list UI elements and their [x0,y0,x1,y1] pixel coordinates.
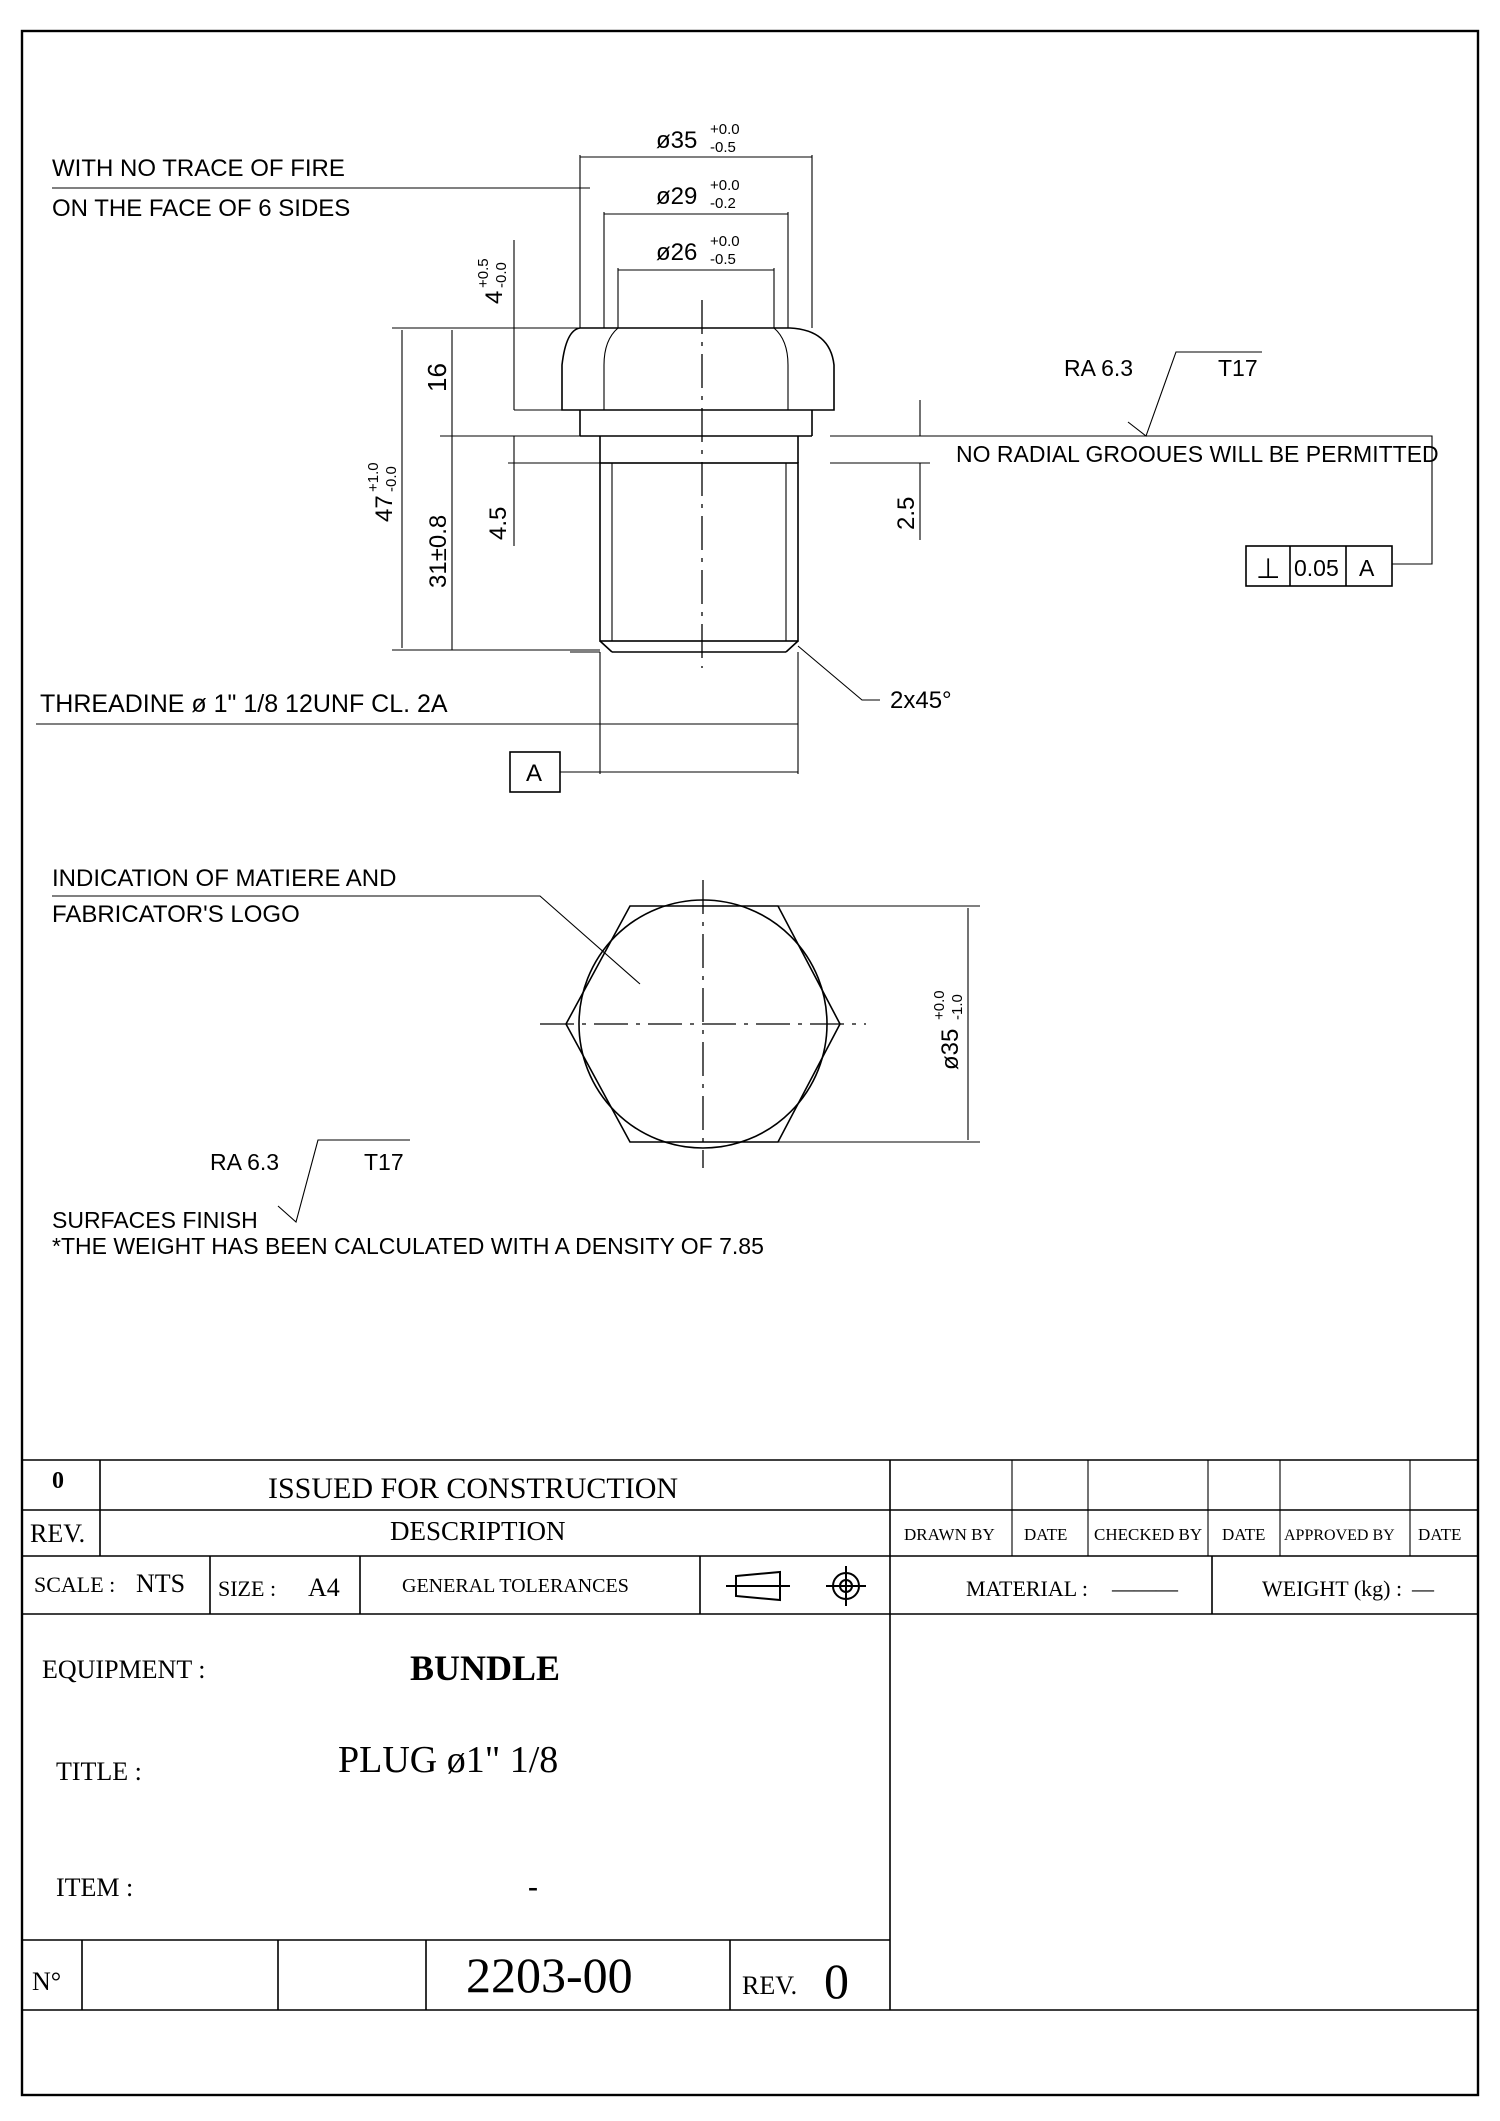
front-view [36,155,930,774]
date-header-2: DATE [1222,1525,1266,1544]
svg-text:+0.0: +0.0 [710,177,740,194]
size-label: SIZE : [218,1576,277,1601]
hex-head-outline [562,328,834,410]
roughness-top-code: T17 [1218,355,1258,381]
title-label: TITLE : [56,1757,142,1786]
size-value: A4 [308,1573,340,1602]
dim-h47 [365,462,400,522]
note-surfaces: SURFACES FINISH [52,1207,258,1233]
weight-label: WEIGHT (kg) : [1262,1576,1403,1601]
svg-text:+1.0: +1.0 [365,462,382,492]
equipment-label: EQUIPMENT : [42,1655,206,1684]
svg-text:-1.0: -1.0 [949,994,966,1020]
note-radial: NO RADIAL GROOUES WILL BE PERMITTED [956,441,1439,467]
svg-text:-0.5: -0.5 [710,251,736,268]
roughness-bottom-ra: RA 6.3 [210,1149,280,1175]
dim-d29 [656,177,740,212]
gdt-datum: A [1359,555,1375,581]
svg-text:ø29: ø29 [656,183,698,210]
dim-h31: 31±0.8 [425,514,452,588]
target-projection-icon [826,1566,866,1606]
note-logo-line1: INDICATION OF MATIERE AND [52,865,397,892]
desc-header: DESCRIPTION [390,1516,566,1546]
svg-text:-0.0: -0.0 [493,262,510,288]
material-value: ——— [1112,1576,1178,1601]
svg-text:ø35: ø35 [656,127,698,154]
hex-face-arc-right [774,328,788,410]
dim-h45: 4.5 [485,506,512,540]
weight-value: — [1412,1576,1434,1601]
rev-footer-value: 0 [824,1953,849,2009]
gdt-frame [1246,546,1392,586]
fire-note [52,155,590,222]
note-fire-line2: ON THE FACE OF 6 SIDES [52,195,351,222]
note-thread: THREADINE ø 1" 1/8 12UNF CL. 2A [40,690,448,718]
note-weight: *THE WEIGHT HAS BEEN CALCULATED WITH A DENSITY OF 7.85 [52,1233,764,1259]
svg-text:+0.5: +0.5 [475,258,492,288]
svg-text:-0.0: -0.0 [383,466,400,492]
rev-header: REV. [30,1519,86,1548]
dim-d35 [656,121,740,156]
svg-text:47: 47 [371,495,398,522]
surface-note [52,1140,764,1259]
note-fire-line1: WITH NO TRACE OF FIRE [52,155,345,182]
svg-text:-0.5: -0.5 [710,139,736,156]
gdt-tolerance: 0.05 [1294,555,1339,581]
svg-text:-0.2: -0.2 [710,195,736,212]
number-label: N° [32,1967,62,1996]
rev-footer-label: REV. [742,1971,798,2000]
thread-body [600,463,798,641]
svg-text:+0.0: +0.0 [710,233,740,250]
chamfer-label: 2x45° [890,687,952,714]
dim-h4 [475,258,510,304]
date-header-3: DATE [1418,1525,1462,1544]
scale-label: SCALE : [34,1572,116,1597]
svg-text:+0.0: +0.0 [931,990,948,1020]
svg-text:+0.0: +0.0 [710,121,740,138]
equipment-value: BUNDLE [410,1648,561,1688]
title-block [22,1460,1478,2010]
scale-value: NTS [136,1569,186,1598]
first-angle-projection-icon [726,1572,790,1600]
material-label: MATERIAL : [966,1576,1089,1601]
svg-text:ø26: ø26 [656,239,698,266]
roughness-top-ra: RA 6.3 [1064,355,1134,381]
dim-h16: 16 [422,363,452,392]
dim-d26 [656,233,740,268]
approved-by-header: APPROVED BY [1284,1527,1395,1544]
checked-by-header: CHECKED BY [1094,1525,1203,1544]
date-header-1: DATE [1024,1525,1068,1544]
rev-value: 0 [52,1468,64,1494]
item-label: ITEM : [56,1873,134,1902]
dim-h25: 2.5 [893,496,920,530]
svg-text:4: 4 [481,290,508,304]
item-value: - [528,1870,538,1903]
datum-a [510,752,560,792]
thread-note [40,687,952,718]
drawn-by-header: DRAWN BY [904,1525,995,1544]
radial-note [930,352,1439,564]
roughness-bottom-code: T17 [364,1149,404,1175]
gdt-symbol: ⊥ [1256,553,1281,584]
hex-face-arc-left [604,328,618,410]
note-logo-line2: FABRICATOR'S LOGO [52,901,300,928]
dim-hex [931,990,966,1070]
datum-a-label: A [526,760,543,787]
general-tolerances: GENERAL TOLERANCES [402,1575,629,1597]
rev-description: ISSUED FOR CONSTRUCTION [268,1472,679,1505]
drawing-number: 2203-00 [466,1947,633,2003]
sheet-border [22,31,1478,2095]
svg-text:ø35: ø35 [937,1028,964,1070]
title-value: PLUG ø1" 1/8 [338,1739,559,1781]
